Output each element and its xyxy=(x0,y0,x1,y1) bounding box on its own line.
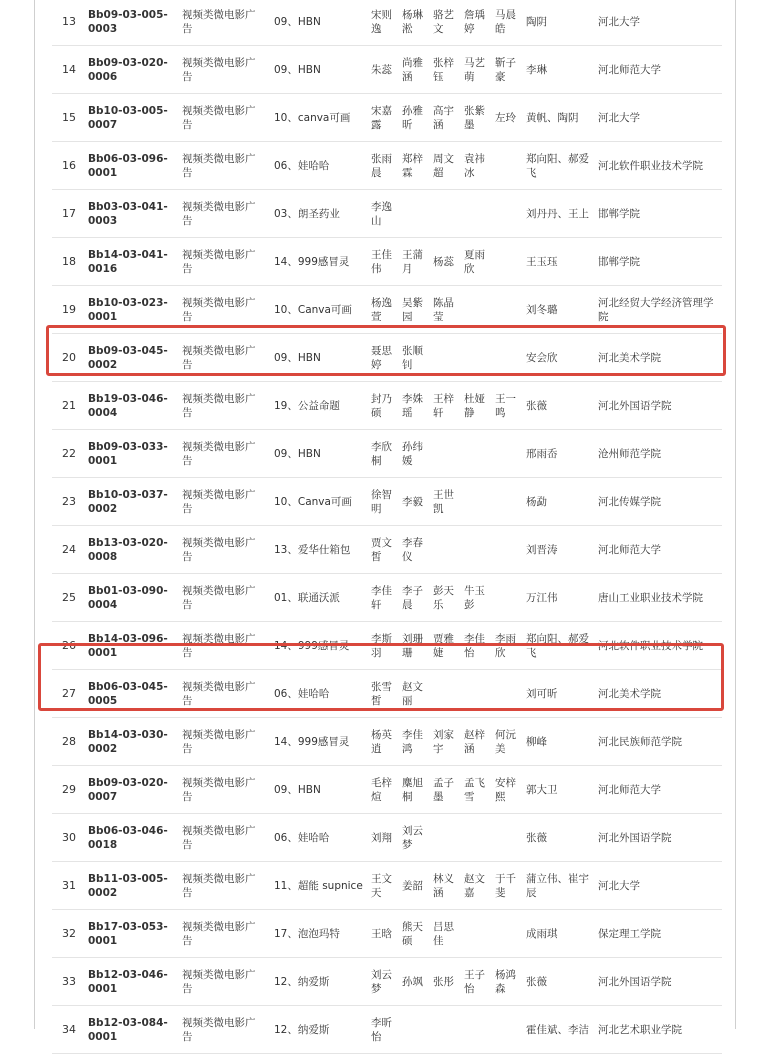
school: 河北软件职业技术学院 xyxy=(598,639,703,652)
row-index: 34 xyxy=(62,1022,76,1036)
category: 视频类微电影广 告 xyxy=(182,104,256,131)
team-member xyxy=(464,814,495,861)
advisor: 邢雨岙 xyxy=(526,447,558,460)
category: 视频类微电影广 告 xyxy=(182,872,256,899)
team-member: 李欣 桐 xyxy=(371,440,392,467)
team-member: 姜韶 xyxy=(402,879,423,892)
table-row xyxy=(52,0,722,46)
entry-code: Bb11-03-005- 0002 xyxy=(88,872,168,899)
school: 河北师范大学 xyxy=(598,783,661,796)
brand-topic: 10、canva可画 xyxy=(274,111,351,124)
team-member: 马晨 皓 xyxy=(495,8,516,35)
team-member: 孟子 墨 xyxy=(433,776,454,803)
team-member xyxy=(464,1006,495,1053)
entry-code: Bb09-03-005- 0003 xyxy=(88,8,168,35)
brand-topic: 14、999感冒灵 xyxy=(274,639,350,652)
team-member: 李姝 瑶 xyxy=(402,392,423,419)
school: 河北民族师范学院 xyxy=(598,735,682,748)
entry-code: Bb10-03-037- 0002 xyxy=(88,488,168,515)
brand-topic: 14、999感冒灵 xyxy=(274,255,350,268)
team-member: 刘云 梦 xyxy=(402,824,423,851)
team-member: 孟飞 雪 xyxy=(464,776,485,803)
row-index: 31 xyxy=(62,878,76,892)
table-row xyxy=(52,478,722,526)
row-index: 23 xyxy=(62,494,76,508)
category: 视频类微电影广 告 xyxy=(182,968,256,995)
table-row xyxy=(52,574,722,622)
team-member: 张梓 钰 xyxy=(433,56,454,83)
team-member: 赵文 嘉 xyxy=(464,872,485,899)
row-index: 29 xyxy=(62,782,76,796)
school: 河北艺术职业学院 xyxy=(598,1023,682,1036)
team-member xyxy=(495,1006,526,1053)
category: 视频类微电影广 告 xyxy=(182,536,256,563)
category: 视频类微电影广 告 xyxy=(182,632,256,659)
school: 河北传媒学院 xyxy=(598,495,661,508)
team-member: 林义 涵 xyxy=(433,872,454,899)
team-member: 高宇 涵 xyxy=(433,104,454,131)
team-member: 李佳 怡 xyxy=(464,632,485,659)
team-member: 郑梓 霖 xyxy=(402,152,423,179)
team-member: 李斯 羽 xyxy=(371,632,392,659)
team-member: 李子 晨 xyxy=(402,584,423,611)
school: 河北外国语学院 xyxy=(598,399,672,412)
advisor: 刘丹丹、王上 xyxy=(526,207,589,220)
team-member: 刘云 梦 xyxy=(371,968,392,995)
category: 视频类微电影广 告 xyxy=(182,584,256,611)
entry-code: Bb14-03-041- 0016 xyxy=(88,248,168,275)
category: 视频类微电影广 告 xyxy=(182,728,256,755)
brand-topic: 19、公益命题 xyxy=(274,399,340,412)
row-index: 25 xyxy=(62,590,76,604)
table-row xyxy=(52,958,722,1006)
team-member: 毛梓 煊 xyxy=(371,776,392,803)
brand-topic: 01、联通沃派 xyxy=(274,591,340,604)
category: 视频类微电影广 告 xyxy=(182,680,256,707)
category: 视频类微电影广 告 xyxy=(182,248,256,275)
team-member xyxy=(433,430,464,477)
team-member: 聂思 婷 xyxy=(371,344,392,371)
table-row xyxy=(52,862,722,910)
entry-code: Bb19-03-046- 0004 xyxy=(88,392,168,419)
school: 沧州师范学院 xyxy=(598,447,661,460)
brand-topic: 10、Canva可画 xyxy=(274,303,352,316)
team-member: 麋旭 桐 xyxy=(402,776,423,803)
team-member: 徐智 明 xyxy=(371,488,392,515)
table-row xyxy=(52,430,722,478)
school: 河北外国语学院 xyxy=(598,831,672,844)
table-row xyxy=(52,766,722,814)
school: 河北美术学院 xyxy=(598,687,661,700)
team-member xyxy=(495,478,526,525)
team-member xyxy=(495,430,526,477)
team-member: 杨逸 萱 xyxy=(371,296,392,323)
entry-code: Bb06-03-045- 0005 xyxy=(88,680,168,707)
advisor: 安会欣 xyxy=(526,351,558,364)
row-index: 17 xyxy=(62,206,76,220)
entry-code: Bb10-03-023- 0001 xyxy=(88,296,168,323)
table-row xyxy=(52,142,722,190)
category: 视频类微电影广 告 xyxy=(182,8,256,35)
table-row xyxy=(52,46,722,94)
school: 河北软件职业技术学院 xyxy=(598,159,703,172)
team-member xyxy=(433,526,464,573)
category: 视频类微电影广 告 xyxy=(182,920,256,947)
advisor: 柳峰 xyxy=(526,735,547,748)
team-member: 刘珊 珊 xyxy=(402,632,423,659)
row-index: 19 xyxy=(62,302,76,316)
table-row xyxy=(52,94,722,142)
team-member: 靳子 豪 xyxy=(495,56,516,83)
entry-code: Bb01-03-090- 0004 xyxy=(88,584,168,611)
team-member: 陈晶 莹 xyxy=(433,296,454,323)
row-index: 20 xyxy=(62,350,76,364)
school: 河北大学 xyxy=(598,111,640,124)
team-member xyxy=(402,190,433,237)
brand-topic: 09、HBN xyxy=(274,447,321,460)
team-member: 张顺 钊 xyxy=(402,344,423,371)
team-member: 孙雅 昕 xyxy=(402,104,423,131)
team-member xyxy=(495,190,526,237)
row-index: 32 xyxy=(62,926,76,940)
team-member: 马艺 萌 xyxy=(464,56,485,83)
team-member: 夏雨 欣 xyxy=(464,248,485,275)
team-member: 王子 怡 xyxy=(464,968,485,995)
row-index: 33 xyxy=(62,974,76,988)
team-member: 王梓 轩 xyxy=(433,392,454,419)
entry-code: Bb13-03-020- 0008 xyxy=(88,536,168,563)
table-row xyxy=(52,718,722,766)
advisor: 郑向阳、郝爱 飞 xyxy=(526,632,589,659)
team-member: 刘家 宇 xyxy=(433,728,454,755)
school: 河北师范大学 xyxy=(598,543,661,556)
advisor: 王玉珏 xyxy=(526,255,558,268)
brand-topic: 12、纳爱斯 xyxy=(274,1023,330,1036)
advisor: 刘冬璐 xyxy=(526,303,558,316)
team-member: 张雪 皙 xyxy=(371,680,392,707)
category: 视频类微电影广 告 xyxy=(182,56,256,83)
team-member: 杨蕊 xyxy=(433,255,454,268)
entry-code: Bb09-03-020- 0006 xyxy=(88,56,168,83)
advisor: 郑向阳、郝爱 飞 xyxy=(526,152,589,179)
brand-topic: 03、朗圣药业 xyxy=(274,207,340,220)
team-member: 安梓 熙 xyxy=(495,776,516,803)
team-member: 吴紫 园 xyxy=(402,296,423,323)
brand-topic: 17、泡泡玛特 xyxy=(274,927,340,940)
advisor: 郭大卫 xyxy=(526,783,558,796)
school: 保定理工学院 xyxy=(598,927,661,940)
row-index: 13 xyxy=(62,14,76,28)
team-member: 李雨 欣 xyxy=(495,632,516,659)
results-table xyxy=(52,0,722,1054)
team-member: 何沅 美 xyxy=(495,728,516,755)
entry-code: Bb12-03-046- 0001 xyxy=(88,968,168,995)
school: 河北大学 xyxy=(598,15,640,28)
advisor: 陶阴 xyxy=(526,15,547,28)
team-member: 封乃 硕 xyxy=(371,392,392,419)
advisor: 黄帆、陶阴 xyxy=(526,111,579,124)
team-member xyxy=(464,478,495,525)
team-member: 李春 仪 xyxy=(402,536,423,563)
team-member: 杨琳 淞 xyxy=(402,8,423,35)
school: 邯郸学院 xyxy=(598,207,640,220)
category: 视频类微电影广 告 xyxy=(182,776,256,803)
team-member: 朱蕊 xyxy=(371,63,392,76)
team-member: 李毅 xyxy=(402,495,423,508)
school: 邯郸学院 xyxy=(598,255,640,268)
brand-topic: 06、娃哈哈 xyxy=(274,687,330,700)
team-member: 宋嘉 露 xyxy=(371,104,392,131)
team-member xyxy=(495,238,526,285)
table-row xyxy=(52,238,722,286)
team-member xyxy=(433,1006,464,1053)
team-member: 李逸 山 xyxy=(371,200,392,227)
category: 视频类微电影广 告 xyxy=(182,296,256,323)
team-member xyxy=(464,910,495,957)
row-index: 24 xyxy=(62,542,76,556)
entry-code: Bb03-03-041- 0003 xyxy=(88,200,168,227)
brand-topic: 14、999感冒灵 xyxy=(274,735,350,748)
team-member: 李佳 鸿 xyxy=(402,728,423,755)
brand-topic: 12、纳爱斯 xyxy=(274,975,330,988)
category: 视频类微电影广 告 xyxy=(182,152,256,179)
category: 视频类微电影广 告 xyxy=(182,200,256,227)
team-member: 吕思 佳 xyxy=(433,920,454,947)
advisor: 万江伟 xyxy=(526,591,558,604)
advisor: 杨勐 xyxy=(526,495,547,508)
team-member: 李佳 轩 xyxy=(371,584,392,611)
team-member xyxy=(464,430,495,477)
school: 河北经贸大学经济管理学 院 xyxy=(598,296,714,323)
team-member: 王蒲 月 xyxy=(402,248,423,275)
brand-topic: 06、娃哈哈 xyxy=(274,831,330,844)
school: 河北美术学院 xyxy=(598,351,661,364)
team-member xyxy=(464,526,495,573)
team-member: 李昕 怡 xyxy=(371,1016,392,1043)
team-member: 左玲 xyxy=(495,111,516,124)
category: 视频类微电影广 告 xyxy=(182,344,256,371)
advisor: 张薇 xyxy=(526,399,547,412)
team-member: 杨鸿 森 xyxy=(495,968,516,995)
row-index: 21 xyxy=(62,398,76,412)
team-member xyxy=(433,814,464,861)
team-member: 骆艺 文 xyxy=(433,8,454,35)
entry-code: Bb12-03-084- 0001 xyxy=(88,1016,168,1043)
advisor: 张薇 xyxy=(526,975,547,988)
row-index: 15 xyxy=(62,110,76,124)
team-member xyxy=(433,190,464,237)
row-index: 16 xyxy=(62,158,76,172)
team-member: 彭天 乐 xyxy=(433,584,454,611)
brand-topic: 09、HBN xyxy=(274,351,321,364)
team-member xyxy=(402,1006,433,1053)
team-member: 宋则 逸 xyxy=(371,8,392,35)
advisor: 成雨琪 xyxy=(526,927,558,940)
entry-code: Bb10-03-005- 0007 xyxy=(88,104,168,131)
brand-topic: 09、HBN xyxy=(274,15,321,28)
row-index: 14 xyxy=(62,62,76,76)
team-member: 牛玉 彭 xyxy=(464,584,485,611)
team-member xyxy=(495,526,526,573)
team-member xyxy=(495,142,526,189)
team-member: 孙飒 xyxy=(402,975,423,988)
table-row xyxy=(52,814,722,862)
table-row xyxy=(52,1006,722,1054)
team-member: 贾雅 婕 xyxy=(433,632,454,659)
team-member xyxy=(495,814,526,861)
school: 河北大学 xyxy=(598,879,640,892)
school: 河北师范大学 xyxy=(598,63,661,76)
advisor: 蒲立伟、崔宇 辰 xyxy=(526,872,589,899)
team-member: 赵文 丽 xyxy=(402,680,423,707)
team-member: 熊天 硕 xyxy=(402,920,423,947)
entry-code: Bb06-03-096- 0001 xyxy=(88,152,168,179)
row-index: 18 xyxy=(62,254,76,268)
team-member: 赵梓 涵 xyxy=(464,728,485,755)
row-index: 22 xyxy=(62,446,76,460)
team-member: 王世 凯 xyxy=(433,488,454,515)
category: 视频类微电影广 告 xyxy=(182,824,256,851)
team-member: 贾文 皙 xyxy=(371,536,392,563)
advisor: 刘可昕 xyxy=(526,687,558,700)
team-member: 袁祎 冰 xyxy=(464,152,485,179)
team-member: 詹瑀 婷 xyxy=(464,8,485,35)
row-index: 30 xyxy=(62,830,76,844)
category: 视频类微电影广 告 xyxy=(182,1016,256,1043)
brand-topic: 13、爱华仕箱包 xyxy=(274,543,351,556)
entry-code: Bb17-03-053- 0001 xyxy=(88,920,168,947)
advisor: 刘晋涛 xyxy=(526,543,558,556)
team-member: 张雨 晨 xyxy=(371,152,392,179)
highlight-box-row-27 xyxy=(38,643,724,711)
table-row xyxy=(52,382,722,430)
team-member: 张紫 墨 xyxy=(464,104,485,131)
brand-topic: 09、HBN xyxy=(274,783,321,796)
row-index: 26 xyxy=(62,638,76,652)
team-member xyxy=(464,190,495,237)
table-row xyxy=(52,910,722,958)
team-member: 王佳 伟 xyxy=(371,248,392,275)
advisor: 张薇 xyxy=(526,831,547,844)
team-member: 孙纬 媛 xyxy=(402,440,423,467)
category: 视频类微电影广 告 xyxy=(182,392,256,419)
team-member: 于千 斐 xyxy=(495,872,516,899)
team-member: 周文 超 xyxy=(433,152,454,179)
category: 视频类微电影广 告 xyxy=(182,488,256,515)
entry-code: Bb06-03-046- 0018 xyxy=(88,824,168,851)
entry-code: Bb09-03-033- 0001 xyxy=(88,440,168,467)
team-member: 张彤 xyxy=(433,975,454,988)
team-member: 刘翔 xyxy=(371,831,392,844)
brand-topic: 06、娃哈哈 xyxy=(274,159,330,172)
table-row xyxy=(52,526,722,574)
brand-topic: 10、Canva可画 xyxy=(274,495,352,508)
advisor: 霍佳斌、李洁 xyxy=(526,1023,589,1036)
brand-topic: 09、HBN xyxy=(274,63,321,76)
team-member: 王晗 xyxy=(371,927,392,940)
team-member: 杨英 逍 xyxy=(371,728,392,755)
entry-code: Bb09-03-020- 0007 xyxy=(88,776,168,803)
advisor: 李琳 xyxy=(526,63,547,76)
school: 河北外国语学院 xyxy=(598,975,672,988)
team-member: 王文 天 xyxy=(371,872,392,899)
school: 唐山工业职业技术学院 xyxy=(598,591,703,604)
table-row xyxy=(52,190,722,238)
entry-code: Bb14-03-030- 0002 xyxy=(88,728,168,755)
team-member: 尚雅 涵 xyxy=(402,56,423,83)
entry-code: Bb14-03-096- 0001 xyxy=(88,632,168,659)
category: 视频类微电影广 告 xyxy=(182,440,256,467)
row-index: 27 xyxy=(62,686,76,700)
row-index: 28 xyxy=(62,734,76,748)
entry-code: Bb09-03-045- 0002 xyxy=(88,344,168,371)
brand-topic: 11、超能 supnice xyxy=(274,879,363,892)
team-member xyxy=(495,574,526,621)
team-member: 杜娅 静 xyxy=(464,392,485,419)
team-member xyxy=(495,910,526,957)
highlight-box-row-20 xyxy=(46,325,726,376)
team-member: 王一 鸣 xyxy=(495,392,516,419)
